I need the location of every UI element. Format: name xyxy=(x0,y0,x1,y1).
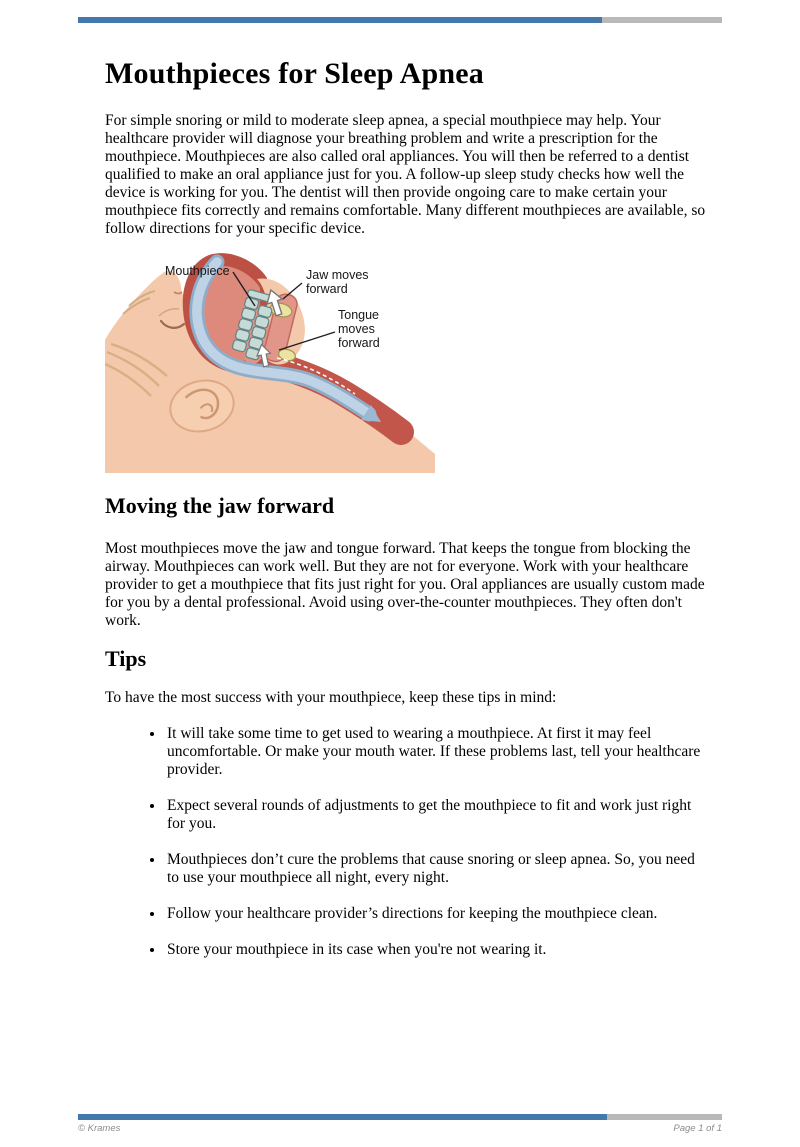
footer-divider-bar xyxy=(78,1114,722,1120)
tongue-label-line3: forward xyxy=(338,336,380,350)
intro-paragraph: For simple snoring or mild to moderate sleep apnea, a special mouthpiece may help. Your healthcare provider will diagnose your breathing problem and write a prescription for the mouthpiece. Mouthpieces are also called oral appliances. You will then be referred to a dentist qualified to make an oral appliance just for you. A follow-up sleep study checks how well the device is working for you. The dentist will then provide ongoing care to make certain your mouthpiece fits correctly and remains comfortable. Many different mouthpieces are available, so follow directions for your specific device. xyxy=(105,112,706,237)
tip-item: • Mouthpieces don’t cure the problems that cause snoring or sleep apnea. So, you need to use your mouthpiece all night, every night. xyxy=(165,851,701,887)
mouthpiece-label: Mouthpiece xyxy=(165,264,230,278)
tip-item: • Expect several rounds of adjustments to get the mouthpiece to fit and work just right for you. xyxy=(165,797,701,833)
airway-illustration xyxy=(105,248,435,473)
sleep-apnea-diagram xyxy=(105,248,435,473)
top-divider-blue-segment xyxy=(78,17,602,23)
copyright-text: © Krames xyxy=(78,1123,121,1134)
tips-lead-paragraph: To have the most success with your mouthpiece, keep these tips in mind: xyxy=(105,688,557,706)
top-divider-gray-segment xyxy=(602,17,722,23)
section-heading-tips: Tips xyxy=(105,646,147,672)
page-title: Mouthpieces for Sleep Apnea xyxy=(105,57,485,90)
tongue-label-line2: moves xyxy=(338,322,375,336)
jaw-section-paragraph: Most mouthpieces move the jaw and tongue forward. That keeps the tongue from blocking the airway. Mouthpieces can work well. But they are not for everyone. Work with your healthcare provider to get a mouthpiece that fits just right for you. Oral appliances are usually custom made for you by a dental professional. Avoid using over-the-counter mouthpieces. They often don't work. xyxy=(105,540,705,630)
jaw-label-line1: Jaw moves xyxy=(306,268,369,282)
page-footer xyxy=(78,1114,722,1134)
page-number: Page 1 of 1 xyxy=(673,1123,722,1134)
footer-divider-gray-segment xyxy=(607,1114,722,1120)
tip-item: • Follow your healthcare provider’s directions for keeping the mouthpiece clean. xyxy=(165,905,701,923)
jaw-label-line2: forward xyxy=(306,282,348,296)
tips-list xyxy=(105,725,701,959)
section-heading-jaw: Moving the jaw forward xyxy=(105,493,335,518)
tip-item: • It will take some time to get used to wearing a mouthpiece. At first it may feel uncomfortable. Or make your mouth water. If these problems last, tell your healthcare provider. xyxy=(165,725,701,779)
tip-item: • Store your mouthpiece in its case when you're not wearing it. xyxy=(165,941,701,959)
top-divider-bar xyxy=(78,17,722,23)
footer-divider-blue-segment xyxy=(78,1114,607,1120)
tongue-label-line1: Tongue xyxy=(338,308,380,322)
